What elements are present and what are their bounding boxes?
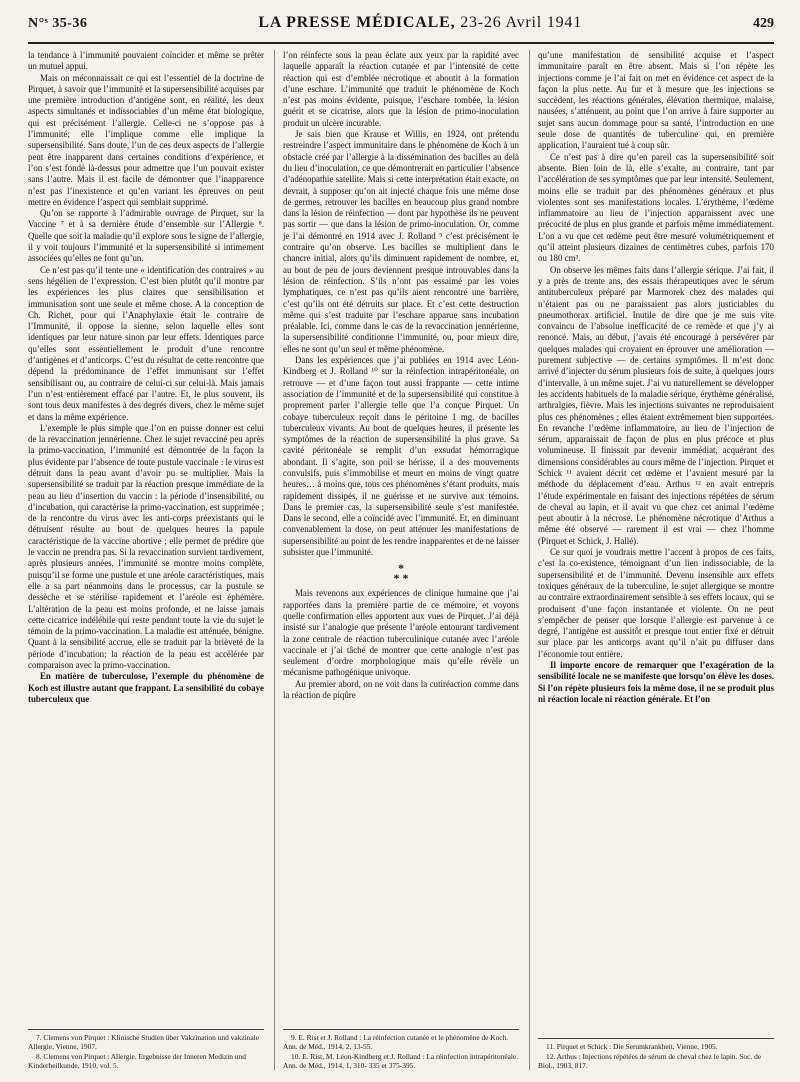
- section-divider: * * *: [393, 561, 409, 586]
- header-rule: [28, 42, 774, 44]
- footnote: 9. E. Rist et J. Rolland : La réinfection cutanée et le phénomène de Koch. Ann. de Méd., 1914, 2, 13-55.: [283, 1033, 509, 1052]
- text-columns: [28, 50, 774, 1070]
- paragraph: Ce n’est pas qu’il tente une « identification des contraires » au sens hégélien de l’expression. C’est bien plutôt qu’il montre par les expériences les plus claires que sensibilisation et immunisation sont une seule et même chose. A la conception de Ch. Richet, pour qui l’Anaphylaxie était le contraire de l’Immunité, il oppose la sienne, selon laquelle elles sont identiques par leur nature sinon par leur effets. Identiques parce qu’elles sont essentiellement le produit d’une rencontre d’antigènes et d’anticorps. C’est du résultat de cette rencontre que dépend la prédominance de l’effet immunisant sur l’effet sensibilisant ou, au contraire de celui-ci sur celui-là. Mais jamais l’un n’est entièrement effacé par l’autre. Et, le plus souvent, ils sont tous deux manifestes à des degrés divers, chez le même sujet et dans la même expérience.: [28, 264, 264, 422]
- paragraph: Mais on méconnaissait ce qui est l’essentiel de la doctrine de Pirquet, à savoir que l’immunité et la supersensibilité acquises par une première introduction d’antigène sont, en réalité, les deux aspects simultanés et indissociables d’un même état biologique, qui est précisément l’allergie. Celle-ci ne s’oppose pas à l’immunité; elle l’implique comme elle implique la supersensibilité. Sans doute, l’un de ces deux aspects de l’allergie peut être inapparent dans certaines conditions d’expérience, et l’on s’est fondé là-dessus pour admettre que l’un pouvait exister sans l’autre. Mais il est facile de démontrer que l’inapparence n’est pas l’inexistence et qu’en variant les épreuves on peut mettre en évidence l’aspect qui semblait supprimé.: [28, 72, 264, 207]
- footnotes: [538, 1038, 774, 1070]
- paragraph: la tendance à l’immunité pouvaient coïncider et même se prêter un mutuel appui.: [28, 50, 264, 72]
- column-1: [28, 50, 264, 1070]
- page-number: 429: [752, 16, 774, 31]
- journal-title-line: [258, 14, 582, 32]
- footnote: 8. Clemens von Pirquet : Allergie. Ergebnisse der Inneren Medizin und Kinderheilkunde, 1910, vol. 5.: [28, 1051, 246, 1070]
- footnotes: [283, 1029, 519, 1070]
- paragraph: Dans les expériences que j’ai publiées en 1914 avec Léon-Kindberg et J. Rolland ¹⁰ sur la réinfection intrapéritonéale, on retrouve — et d’une façon tout aussi frappante — cette intime association de l’immunité et de la supersensibilité qui constitue à proprement parler l’allergie telle que l’a conçue Pirquet. Un cobaye tuberculeux reçoit dans le péritoine 1 mg. de bacilles tuberculeux vivants. Au bout de quelques heures, il présente les symptômes de la réaction de supersensibilité la plus grave. Sa cavité péritonéale se remplit d’un exsudat hémorragique abondant. Il s’agite, son poil se hérisse, il a des mouvements convulsifs, puis s’immobilise et meurt en moins de vingt quatre heures… à moins que, tous ces phénomènes s’étant produits, mais rapidement dissipés, il ne guérisse et ne survive aux témoins. Dans le premier cas, la supersensibilité seule s’est manifestée. Dans le second, elle a coïncidé avec l’immunité. Et, en diminuant convenablement la dose, on peut atténuer les manifestations de supersensibilité au point de les rendre inapparentes et de ne laisser subsister que l’immunité.: [283, 355, 519, 558]
- issue-number: N°ˢ 35-36: [28, 16, 88, 31]
- column-2: [274, 50, 519, 1070]
- column-body: [538, 50, 774, 705]
- paragraph: Je sais bien que Krause et Willis, en 1924, ont prétendu restreindre l’aspect immunitaire dans le phénomène de Koch à un obstacle créé par l’allergie à la dissémination des bacilles au delà du lieu d’inoculation, ce que démontrerait en particulier l’absence d’adénopathie satellite. Mais si cette interprétation était exacte, on devrait, à supposer qu’on ait injecté chaque fois une même dose de germes, retrouver les bacilles en beaucoup plus grand nombre dans la lésion de réinfection — dont par hypothèse ils ne peuvent pas sortir — que dans la lésion de primo-inoculation. Or, comme je l’ai démontré en 1914 avec J. Rolland ⁹ c’est précisément le contraire qu’on observe. Les bacilles se multiplient dans le chancre initial, alors qu’ils diminuent rapidement de nombre, et, au bout de peu de jours deviennent presque introuvables dans la lésion de réinfection. S’ils n’ont pas essaimé par les voies lymphatiques, ce n’est pas qu’ils aient rencontré une barrière, c’est qu’ils ont été détruits sur place. Et c’est cette destruction même qui s’est traduite par l’eschare apparue sans incubation préalable. Ici, comme dans le cas de la revaccination jennérienne, la supersensibilité conditionne l’immunité, ou, pour mieux dire, elles ne sont qu’un seul et même phénomène.: [283, 129, 519, 354]
- paragraph: Ce sur quoi je voudrais mettre l’accent à propos de ces faits, c’est la co-existence, témoignant d’un lien indissociable, de la supersensibilité et de l’immunité. Devenu insensible aux effets toxiques généraux de la tuberculine, le sujet allergique se montre au contraire extraordinairement sensible à ses effets locaux, qui se produisent d’une façon instantanée et violente. On ne peut s’empêcher de penser que lorsque l’allergie est parvenue à ce degré, l’antigène est aussitôt et presque tout entier fixé et détruit sur place par les anticorps avant qu’il n’ait pu diffuser dans l’économie tout entière.: [538, 547, 774, 659]
- footnote: 7. Clemens von Pirquet : Klinische Studien über Vakzination und vakzinale Allergie, Vienne, 1907.: [28, 1033, 259, 1052]
- paragraph: On observe les mêmes faits dans l’allergie sérique. J’ai fait, il y a près de trente ans, des essais thérapeutiques avec le sérum antituberculeux préparé par Marmorek chez des malades qui n’étaient pas ou ne paraissaient pas alors justiciables du pneumothorax artificiel. Inutile de dire que je me suis vite convaincu de l’absolue inefficacité de ce remède et que j’y ai renoncé. Mais, au début, j’avais été encouragé à persévérer par quelques malades qui croyaient en éprouver une amélioration — purement subjective — de certains symptômes. Il m’est donc arrivé d’injecter du sérum plusieurs fois de suite, à quelques jours d’intervalle, à un même sujet. J’ai vu naturellement se développer les accidents habituels de la maladie sérique, érythème généralisé, arthralgies, fièvre. Mais les injections suivantes ne reproduisaient plus ces phénomènes ; elles étaient extrêmement bien supportées. En revanche l’œdème inflammatoire, au lieu de l’injection de sérum, apparaissait de façon de plus en plus précoce et plus volumineuse. Il finissait par devenir immédiat, acquérant des dimensions considérables au cours même de l’injection. Pirquet et Schick ¹¹ avaient décrit cet œdème et l’avaient mesuré par la méthode du déplacement d’eau. Arthus ¹² en avait entrepris l’étude expérimentale en faisant des injections répétées de sérum de cheval au lapin, et il avait vu que chez cet animal l’œdème peut aboutir à la nécrose. Le phénomène nécrotique d’Arthus a même été observé — rarement il est vrai — chez l’homme (Pirquet et Schick, J. Hallé).: [538, 264, 774, 546]
- footnote: 10. E. Rist, M. Léon-Kindberg et J. Rolland : La réinfection intrapéritonéale. Ann. de Méd., 1914, 1, 310- 335 et 375-395.: [283, 1051, 519, 1070]
- column-body: [28, 50, 264, 705]
- paragraph: Au premier abord, on ne voit dans la cutiréaction comme dans la réaction de piqûre: [283, 678, 519, 701]
- paragraph: Qu’on se rapporte à l’admirable ouvrage de Pirquet, sur la Vaccine ⁷ et à sa dernière étude d’ensemble sur l’Allergie ⁸. Quelle que soit la maladie qu’il explore sous le signe de l’allergie, il y voit toujours l’immunité et la supersensibilité si intimement associées qu’elles ne font qu’un.: [28, 208, 264, 264]
- footnotes: [28, 1029, 264, 1070]
- column-3: [529, 50, 774, 1070]
- paragraph: En matière de tuberculose, l’exemple du phénomène de Koch est illustre autant que frappant. La sensibilité du cobaye tuberculeux que: [28, 671, 264, 704]
- paragraph: L’exemple le plus simple que l’on en puisse donner est celui de la revaccination jennérienne. Chez le sujet revacciné peu après la primo-vaccination, l’immunité est démontrée de la façon la plus évidente par l’absence de toute pustule vaccinale : le virus est détruit dans la peau avant d’avoir pu se multiplier. Mais la supersensibilité se traduit par la réaction presque immédiate de la peau au lieu d’insertion du vaccin : la période d’insensibilité, ou d’incubation, qui caractérise la primo-vaccination, est supprimée ; de la rencontre du virus avec les anti-corps préexistants qui le détruisent résulte au bout de quelques heures la papule caractéristique de la vaccine abortive ; elle permet de prédire que le vaccin ne prendra pas. Si la revaccination survient tardivement, après plusieurs années, l’immunité se montre moins complète, puisqu’il se forme une pustule et une aréole caractéristiques, mais elle a sa part néanmoins dans le processus, car la pustule se dessèche et se stérilise rapidement et l’aréole est éphémère. L’altération de la peau est moins profonde, et ne laisse jamais cette cicatrice indélébile qui reste pendant toute la vie du sujet le témoin de la primo-vaccination. La maladie est atténuée, bénigne. Quant à la sensibilité accrue, elle se traduit par la brièveté de la période d’incubation; la réaction de la peau est accélérée par comparaison avec la primo-vaccination.: [28, 422, 264, 671]
- journal-name: LA PRESSE MÉDICALE,: [258, 14, 456, 31]
- footnote: 12. Arthus : Injections répétées de sérum de cheval chez le lapin. Soc. de Biol., 1903, 817.: [538, 1051, 762, 1070]
- page-header: [28, 14, 774, 38]
- issue-date: 23-26 Avril 1941: [460, 14, 583, 31]
- paragraph: Il importe encore de remarquer que l’exagération de la sensibilité locale ne se manifeste que lorsqu’on élève les doses. Si l’on répète plusieurs fois la même dose, il ne se produit plus ni réaction locale ni réaction générale. Et l’on: [538, 660, 774, 704]
- paragraph: Mais revenons aux expériences de clinique humaine que j’ai rapportées dans la première partie de ce mémoire, et voyons quelle confirmation elles apportent aux vues de Pirquet. J’ai déjà insisté sur l’analogie que présente l’aréole entourant tardivement la zone centrale de réaction tuberculinique cutanée avec l’aréole vaccinale et j’ai tâché de montrer que cette analogie n’est pas seulement d’ordre morphologique mais qu’elle révèle un mécanisme pathogénique univoque.: [283, 588, 519, 678]
- column-body: [283, 50, 519, 701]
- paragraph: l’on réinfecte sous la peau éclate aux yeux par la rapidité avec laquelle apparaît la réaction cutanée et par l’intensité de cette réaction qui est d’emblée nécrotique et aboutit à la formation d’une eschare. L’immunité que traduit le phénomène de Koch n’est pas moins évidente, puisque, l’eschare tombée, la lésion guérit et se cicatrise, alors que la lésion de primo-inoculation produit un ulcère incurable.: [283, 50, 519, 128]
- footnote: 11. Pirquet et Schick : Die Serumkrankheit, Vienne, 1905.: [546, 1042, 718, 1052]
- paragraph: qu’une manifestation de sensibilité acquise et l’aspect immunitaire paraît en être absent. Mais si l’on répète les injections comme je l’ai fait on met en évidence cet aspect de la façon la plus nette. Au fur et à mesure que les injections se succèdent, les réactions générales, élévation thermique, malaise, nausées, s’atténuent, au point que l’on arrive à faire supporter au sujet sans aucun dommage pour sa santé, l’introduction en une seule dose de quantités de tuberculine qui, en première application, l’auraient tué à coup sûr.: [538, 50, 774, 151]
- paragraph: Ce n’est pas à dire qu’en pareil cas la supersensibilité soit absente. Bien loin de là, elle s’exalte, au contraire, tant par l’accélération de ses symptômes que par leur intensité. Seulement, moins elle se traduit par des phénomènes généraux et plus violentes sont ses manifestations locales. L’érythème, l’œdème inflammatoire au lieu de l’injection apparaissent avec une précocité de plus en plus grande et parfois même immédiatement. L’on a vu que cet œdème peut être mesuré volumétriquement et qu’il atteint plusieurs dizaines de centimètres cubes, parfois 170 ou 180 cm³.: [538, 151, 774, 264]
